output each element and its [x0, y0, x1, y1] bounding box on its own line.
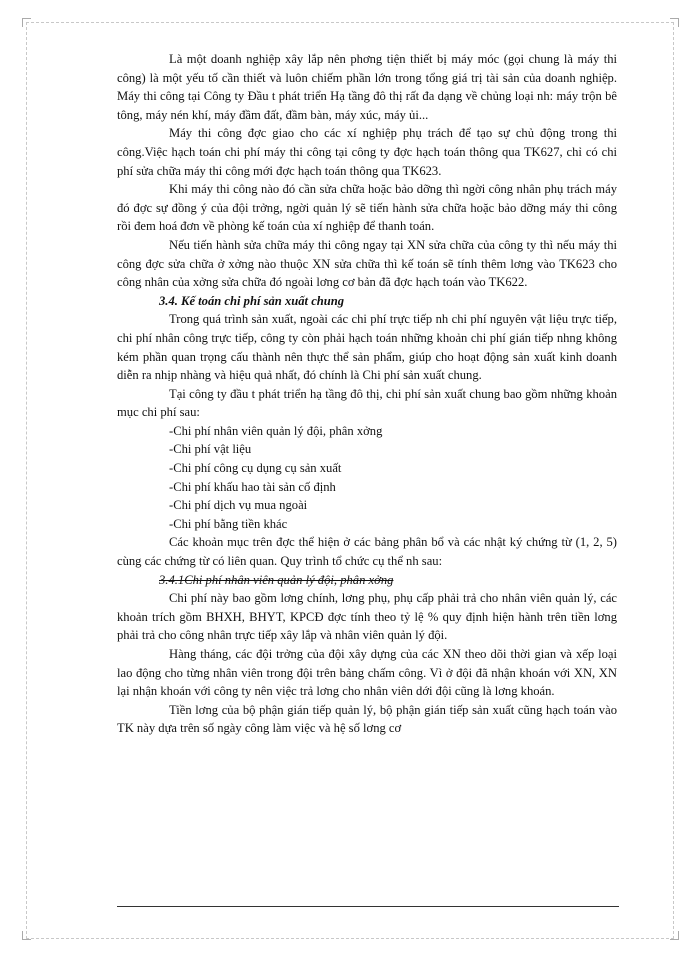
section-heading-3-4-1: 3.4.1Chi phí nhân viên quản lý đội, phân xởng [159, 572, 394, 587]
crop-mark-top-left [22, 18, 31, 27]
paragraph-repair-workshop: Nếu tiến hành sửa chữa máy thi công ngay tại XN sửa chữa của công ty thì nếu máy thi công đợc sửa chữa ở xởng nào thuộc XN sửa chữa thì kế toán sẽ tính thêm lơng vào TK623 cho công nhân của xởng sửa chữa đó ngoài lơng cơ bản đã đợc hạch toán vào TK622. [117, 237, 617, 290]
paragraph-machinery-intro: Là một doanh nghiệp xây lắp nên phơng tiện thiết bị máy móc (gọi chung là máy thi công) là một yếu tố cần thiết và luôn chiếm phần lớn trong tổng giá trị tài sản của doanh nghiệp. Máy thi công tại Công ty Đầu t phát triển Hạ tầng đô thị rất đa dạng về chủng loại nh: máy trộn bê tông, máy nén khí, máy đầm đất, đầm bàn, máy xúc, máy ủi... [117, 52, 617, 122]
paragraph-repair-process: Khi máy thi công nào đó cần sửa chữa hoặc bảo dỡng thì ngời công nhân phụ trách máy đó đợc sự đồng ý của đội trởng, ngời quản lý sẽ tiến hành sửa chữa hoặc bảo dỡng máy thi công rồi đem hoá đơn về phòng kế toán của xí nghiệp để thanh toán. [117, 182, 617, 234]
list-item: -Chi phí vật liệu [169, 442, 252, 457]
crop-mark-bottom-right [670, 931, 679, 940]
paragraph-overhead-intro: Trong quá trình sản xuất, ngoài các chi phí trực tiếp nh chi phí nguyên vật liệu trực tiếp, chi phí nhân công trực tiếp, công ty còn phải hạch toán những khoản chi phí gián tiếp nhng không kém phần quan trọng cấu thành nên thực thể sản phẩm, giúp cho hoạt động sản xuất kinh doanh diễn ra nhịp nhàng và hiệu quả nhất, đó chính là Chi phí sản xuất chung. [117, 312, 617, 383]
list-item: -Chi phí công cụ dụng cụ sản xuất [169, 461, 342, 476]
paragraph-overhead-items-intro: Tại công ty đầu t phát triển hạ tầng đô thị, chi phí sản xuất chung bao gồm những khoản mục chi phí sau: [117, 386, 617, 420]
list-item: -Chi phí khấu hao tài sản cố định [169, 479, 336, 494]
paragraph-indirect-salary: Tiền lơng của bộ phận gián tiếp quản lý, bộ phận gián tiếp sản xuất cũng hạch toán vào TK này dựa trên số ngày công làm việc và hệ số lơng cơ [117, 702, 617, 736]
list-item: -Chi phí bằng tiền khác [169, 516, 288, 531]
list-item: -Chi phí nhân viên quản lý đội, phân xởng [169, 423, 383, 438]
crop-mark-bottom-left [22, 931, 31, 940]
paragraph-machinery-assignment: Máy thi công đợc giao cho các xí nghiệp phụ trách để tạo sự chủ động trong thi công.Việc hạch toán chi phí máy thi công tại công ty đợc hạch toán thông qua TK627, chỉ có chi phí sửa chữa máy thi công mới đợc hạch toán thông qua TK623. [117, 126, 617, 178]
paragraph-staff-cost: Chi phí này bao gồm lơng chính, lơng phụ, phụ cấp phải trả cho nhân viên quản lý, các khoản trích gồm BHXH, BHYT, KPCĐ đợc tính theo tỷ lệ % quy định hiện hành trên tiền lơng phải trả cho công nhân trực tiếp xây lắp và nhân viên quản lý đội. [117, 591, 617, 643]
document-body [117, 50, 617, 738]
paragraph-timekeeping: Hàng tháng, các đội trởng của đội xây dựng của các XN theo dõi thời gian và xếp loại lao động cho từng nhân viên trong đội trên bảng chấm công. Vì ở đội đã nhận khoán với XN, XN lại nhận khoán với công ty nên việc trả lơng cho nhân viên dới đội cũng là lơng khoán. [117, 647, 617, 699]
list-item: -Chi phí dịch vụ mua ngoài [169, 498, 308, 513]
section-heading-3-4: 3.4. Kế toán chi phí sản xuất chung [159, 293, 345, 308]
paragraph-allocation-tables: Các khoản mục trên đợc thể hiện ở các bảng phân bổ và các nhật ký chứng từ (1, 2, 5) cùng các chứng từ có liên quan. Quy trình tổ chức cụ thể nh sau: [117, 535, 617, 569]
footer-rule [117, 906, 619, 907]
crop-mark-top-right [670, 18, 679, 27]
